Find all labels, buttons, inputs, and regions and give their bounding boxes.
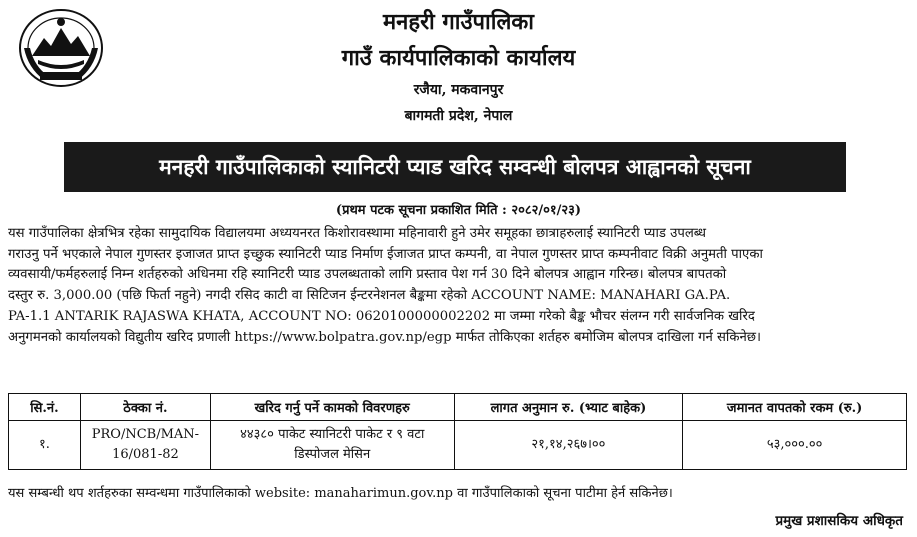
cell-bid-security: ५३,०००.०० (683, 421, 907, 470)
description-line: डिस्पोजल मेसिन (294, 447, 371, 462)
cell-sn: १. (9, 421, 81, 470)
body-line: यस गाउँपालिका क्षेत्रभित्र रहेका सामुदायिक विद्यालयमा अध्ययनरत किशोरावस्थामा महिनावारी हुने उमेर समूहका छात्राहरुलाई स्यानिटरी प्याड उपलब्ध (8, 226, 707, 241)
notice-title: मनहरी गाउँपालिकाको स्यानिटरी प्याड खरिद सम्वन्धी बोलपत्र आह्वानको सूचना (159, 154, 751, 179)
publication-date: (प्रथम पटक सूचना प्रकाशित मिति : २०८२/०१/२३) (335, 203, 582, 218)
body-line: दस्तुर रु. 3,000.00 (पछि फिर्ता नहुने) नगदी रसिद काटी वा सिटिजन ईन्टरनेशनल बैङ्कमा रहेको ACCOUNT NAME: MANAHARI GA.PA. (8, 288, 731, 304)
body-line: अनुगमनको कार्यालयको विद्युतीय खरिद प्रणाली https://www.bolpatra.gov.np/egp मार्फत तोकिएका शर्तहरु बमोजिम बोलपत्र दाखिला गर्न सकिनेछ। (8, 329, 762, 345)
col-header-description: खरिद गर्नु पर्ने कामको विवरणहरु (210, 394, 454, 421)
col-header-bid-security: जमानत वापतको रकम (रु.) (683, 394, 907, 421)
office-name: गाउँ कार्यपालिकाको कार्यालय (341, 45, 576, 71)
cell-cost-estimate: २१,१४,२६७।०० (454, 421, 683, 470)
office-location: रजैया, मकवानपुर (413, 82, 504, 98)
body-line: गराउनु पर्ने भएकाले नेपाल गुणस्तर इजाजत प्राप्त इच्छुक स्यानिटरी प्याड निर्माण ईजाजत प्राप्त कम्पनी, वा नेपाल गुणस्तर प्राप्त कम्पनीवाट विक्री अनुमती पाएका (8, 246, 763, 262)
contract-no-line: PRO/NCB/MAN- (91, 427, 200, 442)
signer-designation: प्रमुख प्रशासकिय अधिकृत (775, 513, 903, 529)
footer-note: यस सम्बन्धी थप शर्तहरुका सम्वन्धमा गाउँपालिकाको website: manaharimun.gov.np वा गाउँपालिकाको सूचना पाटीमा हेर्न सकिनेछ। (8, 486, 673, 501)
cell-contract-no (80, 421, 210, 470)
col-header-cost-estimate: लागत अनुमान रु. (भ्याट बाहेक) (454, 394, 683, 421)
body-line: व्यवसायी/फर्महरुलाई निम्न शर्तहरुको अधिनमा रहि स्यानिटरी प्याड उपलब्धताको लागि प्रस्ताव पेश गर्न 30 दिने बोलपत्र आह्वान गरिन्छ। बोलपत्र बापतको (8, 267, 727, 283)
office-province: बागमती प्रदेश, नेपाल (404, 108, 513, 124)
body-line: PA-1.1 ANTARIK RAJASWA KHATA, ACCOUNT NO: 0620100000002202 मा जम्मा गरेको बैङ्क भौचर संलग्न गरी सार्वजनिक खरिद (8, 308, 755, 324)
contract-no-line: 16/081-82 (112, 447, 179, 462)
table-header-row (9, 394, 907, 421)
notice-title-banner (64, 142, 846, 192)
col-header-sn: सि.नं. (9, 394, 81, 421)
table-row (9, 421, 907, 470)
tender-table (8, 393, 907, 470)
description-line: ४४३८० पाकेट स्यानिटरी पाकेट र ९ वटा (240, 427, 425, 442)
municipality-name: मनहरी गाउँपालिका (383, 9, 534, 35)
col-header-contract-no: ठेक्का नं. (80, 394, 210, 421)
cell-description (210, 421, 454, 470)
notice-body (8, 224, 908, 348)
